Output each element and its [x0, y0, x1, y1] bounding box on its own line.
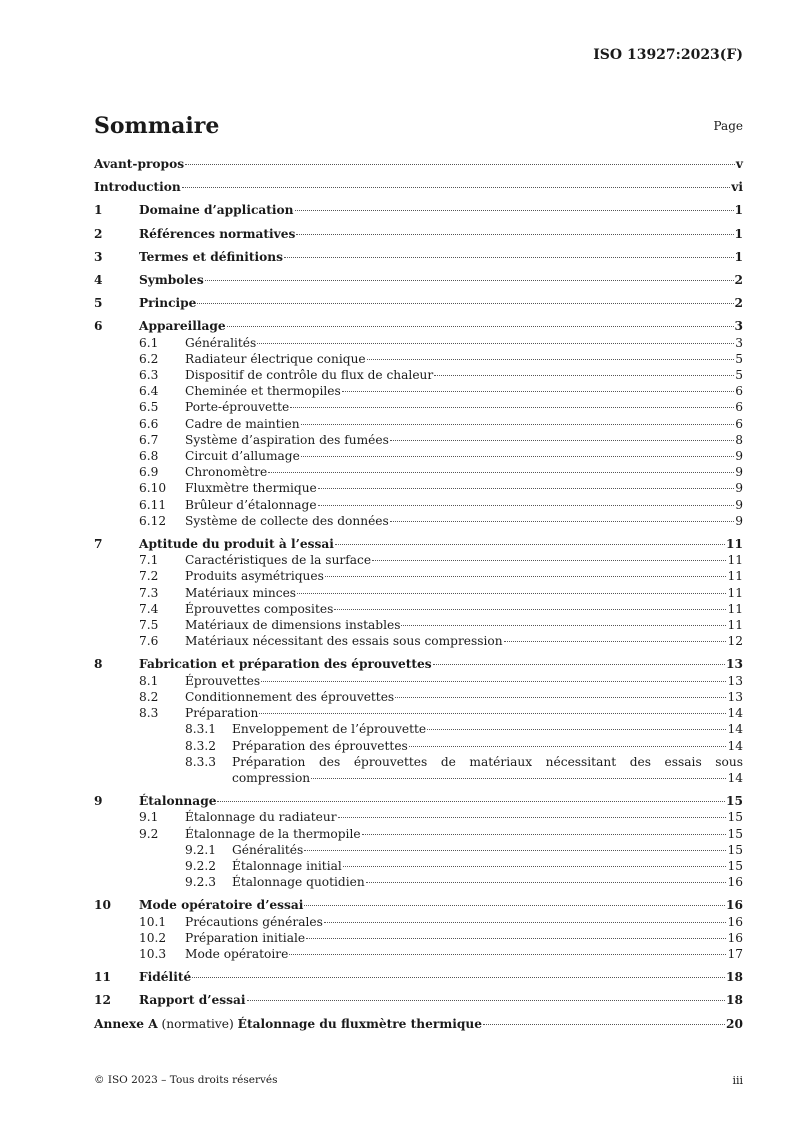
- toc-entry-number: 2: [94, 226, 103, 241]
- page-title: Sommaire: [94, 113, 220, 139]
- toc-entry[interactable]: [94, 754, 743, 786]
- toc-entry-number: 6.5: [139, 400, 159, 415]
- dot-leader: [338, 817, 727, 818]
- toc-entry-page: 11: [726, 537, 743, 552]
- toc-entry-page: 14: [727, 770, 743, 785]
- dot-leader: [284, 257, 734, 258]
- dot-leader: [261, 681, 726, 682]
- toc-entry-number: 8.2: [139, 689, 159, 704]
- toc-entry-number: 5: [94, 296, 103, 311]
- toc-entry[interactable]: [94, 480, 743, 496]
- toc-entry-number: 10: [94, 898, 111, 913]
- toc-entry[interactable]: [94, 179, 743, 195]
- toc-entry[interactable]: [94, 226, 743, 242]
- toc-entry-title: Mode opératoire: [185, 946, 289, 961]
- toc-entry-page: 13: [726, 657, 743, 672]
- toc-entry-page: 14: [727, 722, 743, 737]
- toc-entry-page: 14: [727, 738, 743, 753]
- toc-entry[interactable]: [94, 448, 743, 464]
- toc-entry-number: 6.2: [139, 351, 159, 366]
- toc-entry-title: Appareillage: [139, 319, 226, 334]
- dot-leader: [301, 424, 735, 425]
- toc-entry[interactable]: [94, 272, 743, 288]
- toc-entry-number: 10.2: [139, 930, 167, 945]
- toc-entry-title: Caractéristiques de la surface: [185, 553, 372, 568]
- dot-leader: [342, 391, 735, 392]
- toc-entry-number: 3: [94, 249, 103, 264]
- toc-entry[interactable]: [94, 399, 743, 415]
- toc-entry-title: Système d’aspiration des fumées: [185, 432, 389, 447]
- dot-leader: [259, 713, 726, 714]
- toc-entry-page: 2: [734, 296, 743, 311]
- toc-entry-title: Conditionnement des éprouvettes: [185, 689, 395, 704]
- toc-entry[interactable]: [94, 914, 743, 930]
- document-id: ISO 13927:2023(F): [593, 47, 743, 63]
- toc-entry-page: 9: [735, 481, 743, 496]
- toc-entry-page: 1: [734, 203, 743, 218]
- dot-leader: [318, 505, 735, 506]
- toc-entry-title: Principe: [139, 296, 197, 311]
- toc-entry[interactable]: [94, 585, 743, 601]
- toc-entry-title: Étalonnage initial: [232, 858, 342, 873]
- toc-entry-page: 9: [735, 449, 743, 464]
- toc-entry[interactable]: [94, 383, 743, 399]
- toc-entry-page: 13: [727, 689, 743, 704]
- toc-entry-title: Mode opératoire d’essai: [139, 898, 304, 913]
- toc-entry-number: 7: [94, 537, 103, 552]
- toc-entry-number: 8.3.1: [185, 722, 217, 737]
- toc-entry-title: Produits asymétriques: [185, 569, 324, 584]
- toc-entry-page: 16: [726, 898, 743, 913]
- toc-entry-page: 2: [734, 273, 743, 288]
- toc-entry-title: Radiateur électrique conique: [185, 351, 366, 366]
- toc-entry[interactable]: [94, 351, 743, 367]
- toc-entry-page: 18: [726, 993, 743, 1008]
- toc-entry-title: Étalonnage: [139, 794, 217, 809]
- dot-leader: [257, 343, 734, 344]
- toc-entry[interactable]: [94, 858, 743, 874]
- toc-entry-title: Dispositif de contrôle du flux de chaleur: [185, 368, 434, 383]
- dot-leader: [390, 521, 734, 522]
- toc-entry-title: Préparation: [185, 706, 259, 721]
- toc-entry[interactable]: [94, 705, 743, 721]
- toc-entry-number: 9.1: [139, 810, 159, 825]
- dot-leader: [433, 664, 725, 665]
- toc-entry-page: 5: [735, 368, 743, 383]
- toc-entry-page: 12: [727, 634, 743, 649]
- toc-entry[interactable]: [94, 689, 743, 705]
- toc-entry-page: 11: [727, 618, 743, 633]
- toc-entry[interactable]: [94, 946, 743, 962]
- toc-entry-page: 9: [735, 513, 743, 528]
- toc-entry[interactable]: [94, 568, 743, 584]
- toc-entry-number: 6.1: [139, 335, 159, 350]
- dot-leader: [301, 456, 734, 457]
- dot-leader: [504, 641, 727, 642]
- toc-entry-title: Références normatives: [139, 226, 296, 241]
- toc-entry[interactable]: [94, 633, 743, 649]
- toc-entry[interactable]: [94, 367, 743, 383]
- toc-entry-title: Domaine d’application: [139, 203, 294, 218]
- toc-entry-page: 6: [735, 416, 743, 431]
- toc-entry-number: 7.1: [139, 553, 159, 568]
- toc-entry-number: 7.6: [139, 634, 159, 649]
- dot-leader: [306, 938, 726, 939]
- toc-entry-number: 9: [94, 794, 103, 809]
- toc-entry-title: Fidélité: [139, 970, 192, 985]
- toc-entry-number: 1: [94, 203, 103, 218]
- toc-entry-page: 18: [726, 970, 743, 985]
- toc-entry-number: 8.3: [139, 706, 159, 721]
- toc-entry-page: 11: [727, 585, 743, 600]
- toc-entry-page: vi: [731, 180, 743, 195]
- toc-entry-number: 6.7: [139, 432, 159, 447]
- toc-entry[interactable]: [94, 656, 743, 672]
- toc-entry-title: Matériaux minces: [185, 585, 297, 600]
- toc-entry-title: Étalonnage du radiateur: [185, 810, 337, 825]
- toc-entry-title: Cheminée et thermopiles: [185, 384, 341, 399]
- toc-entry-page: 13: [727, 673, 743, 688]
- dot-leader: [192, 977, 725, 978]
- dot-leader: [343, 866, 727, 867]
- toc-entry-page: 9: [735, 465, 743, 480]
- toc-entry-page: 5: [735, 351, 743, 366]
- toc-entry-title: Éprouvettes composites: [185, 601, 334, 616]
- toc-entry-page: 3: [734, 319, 743, 334]
- toc-entry-number: 12: [94, 993, 111, 1008]
- toc-entry[interactable]: [94, 826, 743, 842]
- toc-entry-number: 8.3.2: [185, 738, 217, 753]
- dot-leader: [325, 576, 727, 577]
- toc-entry-title: Brûleur d’étalonnage: [185, 497, 317, 512]
- dot-leader: [304, 850, 726, 851]
- toc-entry[interactable]: [94, 969, 743, 985]
- toc-entry-page: 15: [727, 842, 743, 857]
- dot-leader: [366, 882, 727, 883]
- dot-leader: [318, 488, 734, 489]
- toc-entry-number: 6.10: [139, 481, 167, 496]
- dot-leader: [182, 187, 730, 188]
- toc-entry-number: 6.4: [139, 384, 159, 399]
- annex-title: Étalonnage du fluxmètre thermique: [237, 1016, 483, 1031]
- toc-entry-number: 6.3: [139, 368, 159, 383]
- dot-leader: [390, 440, 734, 441]
- dot-leader: [311, 778, 726, 779]
- toc-entry[interactable]: [94, 793, 743, 809]
- toc-entry-title: Préparation des éprouvettes: [232, 738, 408, 753]
- toc-entry-page: 16: [727, 930, 743, 945]
- dot-leader: [372, 560, 726, 561]
- toc-entry[interactable]: [94, 930, 743, 946]
- toc-entry-page: 3: [735, 335, 743, 350]
- toc-entry[interactable]: [94, 335, 743, 351]
- toc-entry-title: Chronomètre: [185, 465, 268, 480]
- toc-entry-number: 6: [94, 319, 103, 334]
- toc-entry[interactable]: [94, 432, 743, 448]
- toc-entry-number: 9.2: [139, 826, 159, 841]
- toc-entry-number: 7.5: [139, 618, 159, 633]
- toc-entry-page: 6: [735, 400, 743, 415]
- dot-leader: [367, 359, 735, 360]
- dot-leader: [401, 625, 726, 626]
- toc-entry-number: 6.11: [139, 497, 167, 512]
- toc-entry-title: Avant-propos: [94, 157, 185, 171]
- dot-leader: [304, 905, 725, 906]
- toc-entry-title: Fluxmètre thermique: [185, 481, 317, 496]
- annex-type: (normative): [157, 1016, 238, 1031]
- toc-entry-page: 16: [727, 914, 743, 929]
- toc-annex-entry[interactable]: [94, 1016, 743, 1032]
- toc-entry[interactable]: [94, 552, 743, 568]
- toc-entry-page: 11: [727, 601, 743, 616]
- toc-entry-number: 9.2.3: [185, 875, 217, 890]
- toc-entry-number: 6.12: [139, 513, 167, 528]
- toc-entry-title: Préparation initiale: [185, 930, 306, 945]
- toc-entry-number: 9.2.1: [185, 842, 217, 857]
- toc-entry-number: 10.3: [139, 946, 167, 961]
- toc-entry-page: 1: [734, 249, 743, 264]
- toc-entry-title: Cadre de maintien: [185, 416, 300, 431]
- toc-entry-title: Termes et définitions: [139, 249, 283, 264]
- dot-leader: [434, 375, 734, 376]
- toc-entry-title-continued: compression: [232, 770, 311, 785]
- footer-copyright: © ISO 2023 – Tous droits réservés: [94, 1074, 278, 1086]
- toc-entry-number: 6.9: [139, 465, 159, 480]
- toc-entry[interactable]: [94, 156, 743, 172]
- toc-entry-page: 9: [735, 497, 743, 512]
- dot-leader: [247, 1000, 725, 1001]
- toc-entry-page: 17: [727, 946, 743, 961]
- toc-entry-page: 20: [726, 1016, 743, 1031]
- toc-entry-page: 15: [727, 810, 743, 825]
- toc-entry-title: Symboles: [139, 273, 204, 288]
- dot-leader: [290, 407, 734, 408]
- toc-entry[interactable]: [94, 318, 743, 334]
- dot-leader: [427, 729, 726, 730]
- toc-entry-number: 10.1: [139, 914, 167, 929]
- toc-entry-number: 6.8: [139, 449, 159, 464]
- toc-entry-title: Généralités: [232, 842, 304, 857]
- toc-entry-number: 9.2.2: [185, 858, 217, 873]
- toc-entry-title: Rapport d’essai: [139, 993, 246, 1008]
- toc-entry[interactable]: [94, 536, 743, 552]
- toc-entry-number: 7.4: [139, 601, 159, 616]
- page-column-label: Page: [713, 119, 743, 133]
- toc-entry-number: 8.3.3: [185, 754, 217, 769]
- dot-leader: [268, 472, 734, 473]
- footer-page-number: iii: [732, 1074, 743, 1087]
- dot-leader: [197, 303, 733, 304]
- toc-entry[interactable]: [94, 809, 743, 825]
- toc-entry[interactable]: [94, 721, 743, 737]
- toc-entry-number: 11: [94, 970, 111, 985]
- table-of-contents: [94, 156, 743, 1032]
- toc-entry[interactable]: [94, 992, 743, 1008]
- dot-leader: [185, 164, 735, 165]
- toc-entry[interactable]: [94, 842, 743, 858]
- dot-leader: [334, 609, 726, 610]
- toc-entry[interactable]: [94, 738, 743, 754]
- toc-entry-page: 15: [727, 826, 743, 841]
- dot-leader: [395, 697, 726, 698]
- toc-entry[interactable]: [94, 617, 743, 633]
- toc-entry-title: [94, 1016, 482, 1032]
- dot-leader: [483, 1024, 725, 1025]
- toc-entry[interactable]: [94, 513, 743, 529]
- toc-entry[interactable]: [94, 464, 743, 480]
- toc-entry-number: 7.2: [139, 569, 159, 584]
- toc-entry-title: Matériaux de dimensions instables: [185, 618, 401, 633]
- toc-entry-title: Précautions générales: [185, 914, 323, 929]
- toc-entry[interactable]: [94, 601, 743, 617]
- toc-entry-number: 6.6: [139, 416, 159, 431]
- toc-entry-title: Circuit d’allumage: [185, 449, 300, 464]
- toc-entry-title: Système de collecte des données: [185, 513, 389, 528]
- toc-entry-title: Enveloppement de l’éprouvette: [232, 722, 427, 737]
- toc-entry-title: Introduction: [94, 180, 181, 195]
- dot-leader: [205, 280, 734, 281]
- toc-entry-title: Aptitude du produit à l’essai: [139, 537, 334, 552]
- toc-entry[interactable]: [94, 295, 743, 311]
- toc-entry-title: Étalonnage quotidien: [232, 875, 365, 890]
- toc-entry-title: Matériaux nécessitant des essais sous compression: [185, 634, 503, 649]
- toc-entry-page: 15: [726, 794, 743, 809]
- toc-entry[interactable]: [94, 416, 743, 432]
- toc-entry-title: Porte-éprouvette: [185, 400, 290, 415]
- toc-entry-number: 4: [94, 273, 103, 288]
- toc-entry-number: 8.1: [139, 673, 159, 688]
- dot-leader: [324, 922, 727, 923]
- toc-entry-page: 11: [727, 553, 743, 568]
- toc-entry-title: Généralités: [185, 335, 257, 350]
- toc-entry-page: v: [735, 157, 743, 171]
- toc-entry[interactable]: [94, 673, 743, 689]
- annex-label: Annexe A: [94, 1016, 158, 1031]
- toc-entry-title: Préparation des éprouvettes de matériaux nécessitant des essais sous: [232, 754, 743, 769]
- toc-entry-title: Étalonnage de la thermopile: [185, 826, 361, 841]
- dot-leader: [297, 593, 726, 594]
- dot-leader: [409, 746, 727, 747]
- dot-leader: [362, 834, 727, 835]
- dot-leader: [227, 326, 734, 327]
- toc-entry-page: 6: [735, 384, 743, 399]
- toc-entry-page: 14: [727, 706, 743, 721]
- toc-entry[interactable]: [94, 249, 743, 265]
- dot-leader: [335, 544, 725, 545]
- toc-entry-page: 8: [735, 432, 743, 447]
- dot-leader: [289, 954, 726, 955]
- toc-entry-page: 15: [727, 858, 743, 873]
- toc-entry-title: Fabrication et préparation des éprouvettes: [139, 657, 432, 672]
- dot-leader: [217, 801, 725, 802]
- toc-entry-page: 1: [734, 226, 743, 241]
- toc-entry[interactable]: [94, 202, 743, 218]
- toc-entry-title: Éprouvettes: [185, 673, 261, 688]
- toc-entry[interactable]: [94, 874, 743, 890]
- toc-entry-page: 16: [727, 875, 743, 890]
- dot-leader: [296, 234, 733, 235]
- dot-leader: [295, 210, 734, 211]
- toc-entry-page: 11: [727, 569, 743, 584]
- toc-entry-number: 8: [94, 657, 103, 672]
- toc-entry-number: 7.3: [139, 585, 159, 600]
- toc-entry[interactable]: [94, 497, 743, 513]
- toc-entry[interactable]: [94, 897, 743, 913]
